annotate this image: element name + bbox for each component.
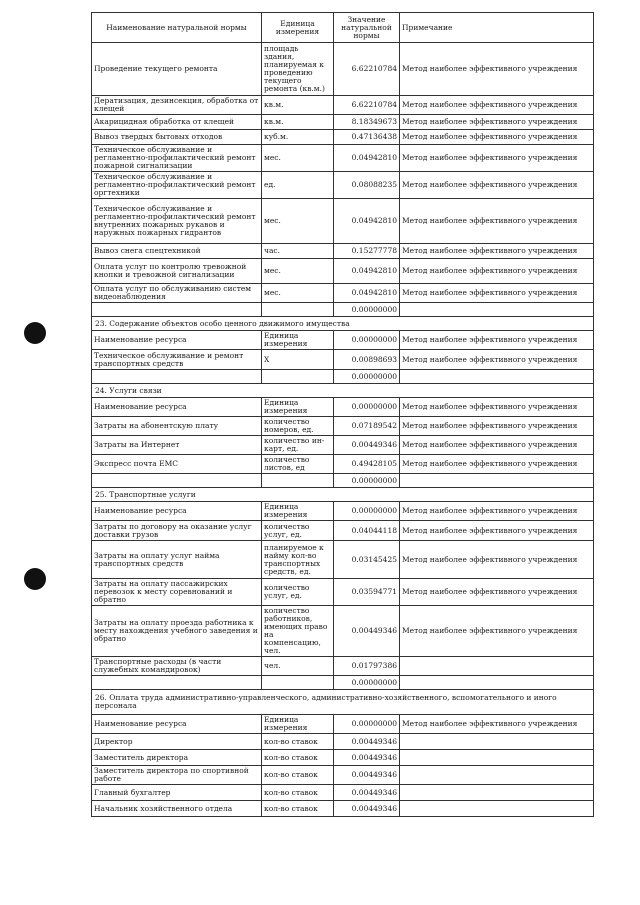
row-name: Техническое обслуживание и регламентно-профилактический ремонт внутренних пожарных рукавов и наружных пожарных гидрантов: [92, 199, 262, 244]
row-note: Метод наиболее эффективного учреждения: [400, 43, 594, 96]
row-note: [400, 766, 594, 785]
row-unit: количество листов, ед: [262, 455, 334, 474]
row-value: 0.00000000: [334, 676, 400, 690]
row-unit: количество услуг, ед.: [262, 521, 334, 541]
row-value: 0.00449346: [334, 801, 400, 817]
row-unit: [262, 676, 334, 690]
row-unit: кол-во ставок: [262, 750, 334, 766]
row-note: Метод наиболее эффективного учреждения: [400, 436, 594, 455]
row-value: 0.04942810: [334, 259, 400, 284]
row-note: [400, 474, 594, 488]
table-header-row: [92, 13, 594, 43]
row-note: Метод наиболее эффективного учреждения: [400, 350, 594, 370]
table-row: [92, 801, 594, 817]
row-note: Метод наиболее эффективного учреждения: [400, 417, 594, 436]
row-note: [400, 785, 594, 801]
table-row: [92, 502, 594, 521]
row-note: Метод наиболее эффективного учреждения: [400, 521, 594, 541]
row-value: 0.00000000: [334, 398, 400, 417]
row-note: Метод наиболее эффективного учреждения: [400, 115, 594, 130]
row-note: Метод наиболее эффективного учреждения: [400, 199, 594, 244]
row-unit: кол-во ставок: [262, 734, 334, 750]
row-name: Вывоз твердых бытовых отходов: [92, 130, 262, 145]
table-row: [92, 606, 594, 657]
section-row: [92, 488, 594, 502]
row-value: 0.07189542: [334, 417, 400, 436]
row-value: 0.01797386: [334, 657, 400, 676]
row-unit: куб.м.: [262, 130, 334, 145]
row-note: Метод наиболее эффективного учреждения: [400, 284, 594, 303]
row-value: 0.04942810: [334, 145, 400, 172]
row-unit: мес.: [262, 259, 334, 284]
row-name: Затраты на оплату пассажирских перевозок к месту соревнований и обратно: [92, 579, 262, 606]
row-unit: мес.: [262, 199, 334, 244]
header-unit: Единица измерения: [262, 13, 334, 43]
table-row: [92, 657, 594, 676]
row-note: Метод наиболее эффективного учреждения: [400, 130, 594, 145]
section-row: [92, 384, 594, 398]
table-row: [92, 303, 594, 317]
row-value: 0.00449346: [334, 436, 400, 455]
row-name: [92, 474, 262, 488]
row-name: Дератизация, дезинсекция, обработка от клещей: [92, 96, 262, 115]
table-row: [92, 455, 594, 474]
row-unit: количество номеров, ед.: [262, 417, 334, 436]
table-row: [92, 766, 594, 785]
row-value: 0.00449346: [334, 606, 400, 657]
row-note: [400, 801, 594, 817]
row-note: [400, 750, 594, 766]
table-row: [92, 96, 594, 115]
row-unit: планируемое к найму кол-во транспортных средств, ед.: [262, 541, 334, 579]
header-note: Примечание: [400, 13, 594, 43]
row-name: Директор: [92, 734, 262, 750]
row-note: [400, 370, 594, 384]
row-value: 0.49428105: [334, 455, 400, 474]
table-row: [92, 398, 594, 417]
row-unit: час.: [262, 244, 334, 259]
row-unit: мес.: [262, 284, 334, 303]
row-name: Оплата услуг по обслуживанию систем видеонаблюдения: [92, 284, 262, 303]
row-unit: мес.: [262, 145, 334, 172]
row-name: Акарицидная обработка от клещей: [92, 115, 262, 130]
row-note: Метод наиболее эффективного учреждения: [400, 172, 594, 199]
row-unit: Единица измерения: [262, 502, 334, 521]
row-unit: кв.м.: [262, 115, 334, 130]
row-name: Наименование ресурса: [92, 398, 262, 417]
row-name: Оплата услуг по контролю тревожной кнопки и тревожной сигнализации: [92, 259, 262, 284]
row-value: 0.00449346: [334, 785, 400, 801]
row-note: [400, 676, 594, 690]
row-note: [400, 657, 594, 676]
row-note: Метод наиболее эффективного учреждения: [400, 579, 594, 606]
row-note: Метод наиболее эффективного учреждения: [400, 715, 594, 734]
table-row: [92, 199, 594, 244]
row-name: Наименование ресурса: [92, 502, 262, 521]
row-value: 6.62210784: [334, 96, 400, 115]
table-row: [92, 750, 594, 766]
row-value: 0.00000000: [334, 303, 400, 317]
row-name: Техническое обслуживание и ремонт транспортных средств: [92, 350, 262, 370]
row-name: Техническое обслуживание и регламентно-профилактический ремонт пожарной сигнализации: [92, 145, 262, 172]
row-name: Проведение текущего ремонта: [92, 43, 262, 96]
row-value: 0.15277778: [334, 244, 400, 259]
row-unit: площадь здания, планируемая к проведению текущего ремонта (кв.м.): [262, 43, 334, 96]
row-value: 8.18349673: [334, 115, 400, 130]
row-unit: кв.м.: [262, 96, 334, 115]
row-name: Заместитель директора по спортивной работе: [92, 766, 262, 785]
table-row: [92, 244, 594, 259]
table-row: [92, 417, 594, 436]
row-value: 0.00000000: [334, 474, 400, 488]
table-row: [92, 474, 594, 488]
row-value: 0.00000000: [334, 502, 400, 521]
row-unit: количество услуг, ед.: [262, 579, 334, 606]
row-value: 0.00449346: [334, 734, 400, 750]
row-unit: Единица измерения: [262, 331, 334, 350]
table-row: [92, 541, 594, 579]
row-value: 0.04942810: [334, 284, 400, 303]
row-unit: Х: [262, 350, 334, 370]
section-title: 23. Содержание объектов особо ценного движимого имущества: [92, 317, 594, 331]
table-body: [92, 43, 594, 817]
table-row: [92, 115, 594, 130]
section-row: [92, 690, 594, 715]
row-note: Метод наиболее эффективного учреждения: [400, 331, 594, 350]
row-unit: [262, 474, 334, 488]
table-row: [92, 259, 594, 284]
table-row: [92, 172, 594, 199]
row-value: 0.03145425: [334, 541, 400, 579]
row-value: 0.00449346: [334, 750, 400, 766]
row-note: Метод наиболее эффективного учреждения: [400, 244, 594, 259]
section-title: 24. Услуги связи: [92, 384, 594, 398]
section-row: [92, 317, 594, 331]
row-value: 6.62210784: [334, 43, 400, 96]
row-name: Наименование ресурса: [92, 715, 262, 734]
row-name: Затраты на Интернет: [92, 436, 262, 455]
row-name: Затраты на оплату проезда работника к месту нахождения учебного заведения и обратно: [92, 606, 262, 657]
row-value: 0.47136438: [334, 130, 400, 145]
table-row: [92, 145, 594, 172]
row-unit: чел.: [262, 657, 334, 676]
row-value: 0.00898693: [334, 350, 400, 370]
row-name: Затраты по договору на оказание услуг доставки грузов: [92, 521, 262, 541]
row-unit: кол-во ставок: [262, 766, 334, 785]
row-unit: кол-во ставок: [262, 785, 334, 801]
row-name: Экспресс почта ЕМС: [92, 455, 262, 474]
table-row: [92, 43, 594, 96]
row-note: Метод наиболее эффективного учреждения: [400, 398, 594, 417]
header-value: Значение натуральной нормы: [334, 13, 400, 43]
table-row: [92, 284, 594, 303]
row-note: Метод наиболее эффективного учреждения: [400, 259, 594, 284]
table-row: [92, 130, 594, 145]
row-note: Метод наиболее эффективного учреждения: [400, 96, 594, 115]
row-name: Заместитель директора: [92, 750, 262, 766]
punch-hole-top: [24, 322, 46, 344]
row-name: Техническое обслуживание и регламентно-профилактический ремонт оргтехники: [92, 172, 262, 199]
section-title: 26. Оплата труда административно-управленческого, административно-хозяйственного, вспомогательного и иного персонала: [92, 690, 594, 715]
row-note: Метод наиболее эффективного учреждения: [400, 606, 594, 657]
row-name: [92, 676, 262, 690]
table-row: [92, 676, 594, 690]
row-unit: [262, 303, 334, 317]
row-note: Метод наиболее эффективного учреждения: [400, 502, 594, 521]
row-note: [400, 303, 594, 317]
row-value: 0.00000000: [334, 370, 400, 384]
row-note: Метод наиболее эффективного учреждения: [400, 455, 594, 474]
table-row: [92, 521, 594, 541]
table-row: [92, 785, 594, 801]
row-name: [92, 370, 262, 384]
row-unit: кол-во ставок: [262, 801, 334, 817]
row-unit: количество работников, имеющих право на компенсацию, чел.: [262, 606, 334, 657]
row-value: 0.00000000: [334, 715, 400, 734]
punch-hole-bottom: [24, 568, 46, 590]
row-value: 0.00000000: [334, 331, 400, 350]
row-note: Метод наиболее эффективного учреждения: [400, 145, 594, 172]
table-row: [92, 579, 594, 606]
row-value: 0.04044118: [334, 521, 400, 541]
header-name: Наименование натуральной нормы: [92, 13, 262, 43]
row-name: Затраты на абонентскую плату: [92, 417, 262, 436]
row-name: Главный бухгалтер: [92, 785, 262, 801]
row-value: 0.08088235: [334, 172, 400, 199]
table-row: [92, 350, 594, 370]
norms-table: [91, 12, 594, 817]
row-value: 0.04942810: [334, 199, 400, 244]
table-row: [92, 734, 594, 750]
row-name: Начальник хозяйственного отдела: [92, 801, 262, 817]
table-row: [92, 715, 594, 734]
table-row: [92, 331, 594, 350]
row-unit: ед.: [262, 172, 334, 199]
row-value: 0.00449346: [334, 766, 400, 785]
table-row: [92, 436, 594, 455]
row-unit: Единица измерения: [262, 715, 334, 734]
row-note: Метод наиболее эффективного учреждения: [400, 541, 594, 579]
row-unit: Единица измерения: [262, 398, 334, 417]
row-name: Наименование ресурса: [92, 331, 262, 350]
row-unit: [262, 370, 334, 384]
row-name: Вывоз снега спецтехникой: [92, 244, 262, 259]
row-note: [400, 734, 594, 750]
row-name: Транспортные расходы (в части служебных командировок): [92, 657, 262, 676]
table-row: [92, 370, 594, 384]
section-title: 25. Транспортные услуги: [92, 488, 594, 502]
row-value: 0.03594771: [334, 579, 400, 606]
row-name: [92, 303, 262, 317]
row-name: Затраты на оплату услуг найма транспортных средств: [92, 541, 262, 579]
row-unit: количество ин-карт, ед.: [262, 436, 334, 455]
